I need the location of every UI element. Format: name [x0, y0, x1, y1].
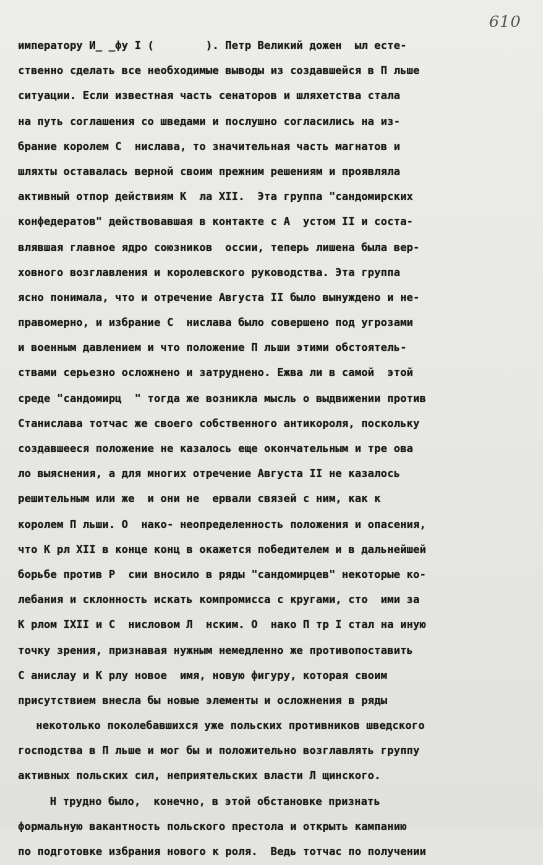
text-line: и военным давлением и что положение П льши этими обстоятель-	[18, 342, 407, 355]
text-line: присутствием внесла бы новые элементы и осложнения в ряды	[18, 694, 388, 707]
text-line: среде "сандомирц " тогда же возникла мысль о выдвижении против	[18, 392, 427, 405]
text-line: ховного возглавления и королевского руководства. Эта группа	[18, 266, 401, 279]
text-line: императору И_ _фу I ( ). Петр Великий дожен ыл есте-	[18, 40, 407, 52]
paragraph-start-line: Н трудно было, конечно, в этой обстановке признать	[50, 795, 381, 808]
text-line: господства в П льше и мог бы и положительно возглавлять группу	[18, 745, 420, 758]
text-line: К рлом IXII и С нисловом Л нским. О нако П тр I стал на иную	[18, 619, 427, 632]
text-line: что К рл XII в конце конц в окажется победителем и в дальнейшей	[18, 543, 427, 556]
text-line: конфедератов" действовавшая в контакте с А устом II и соста-	[18, 216, 414, 229]
text-line: формальную вакантность польского престола и открыть кампанию	[18, 820, 407, 833]
text-line: влявшая главное ядро союзников оссии, теперь лишена была вер-	[18, 241, 420, 254]
text-line: королем П льши. О нако- неопределенность положения и опасения,	[18, 518, 427, 531]
text-line: активный отпор действиям К ла XII. Эта группа "сандомирских	[18, 191, 414, 204]
text-line: на путь соглашения со шведами и послушно согласились на из-	[18, 115, 401, 128]
text-line: активных польских сил, неприятельских власти Л щинского.	[18, 770, 381, 783]
text-line: ясно понимала, что и отречение Августа II было вынуждено и не-	[18, 291, 420, 304]
text-line: борьбе против Р сии вносило в ряды "сандомирцев" некоторые ко-	[18, 568, 427, 581]
text-line: Станислава тотчас же своего собственного антикороля, поскольку	[18, 417, 420, 430]
typewritten-text	[18, 34, 532, 865]
text-line: по подготовке избрания нового к роля. Ведь тотчас по получении	[18, 846, 427, 858]
text-line: некотолько поколебавшихся уже польских противников шведского	[36, 720, 425, 733]
text-line: решительным или же и они не ервали связей с ним, как к	[18, 493, 381, 506]
text-line: ло выяснения, а для многих отречение Августа II не казалось	[18, 468, 401, 481]
text-line: С анислау и К рлу новое имя, новую фигуру, которая своим	[18, 669, 388, 682]
text-line: точку зрения, признавая нужным немедленно же противопоставить	[18, 644, 414, 657]
text-line: лебания и склонность искать компромисса с кругами, сто ими за	[18, 594, 420, 607]
text-line: ситуации. Если известная часть сенаторов и шляхетства стала	[18, 90, 401, 103]
text-line: ствами серьезно осложнено и затруднено. Ежва ли в самой этой	[18, 367, 414, 380]
text-line: правомерно, и избрание С нислава было совершено под угрозами	[18, 317, 414, 330]
page-number: 610	[488, 12, 521, 31]
text-line: ственно сделать все необходимые выводы из создавшейся в П льше	[18, 65, 420, 78]
text-line: брание королем С нислава, то значительная часть магнатов и	[18, 140, 401, 153]
text-line: шляхты оставалась верной своим прежним решениям и проявляла	[18, 165, 401, 178]
text-line: создавшееся положение не казалось еще окончательным и тре ова	[18, 443, 414, 455]
